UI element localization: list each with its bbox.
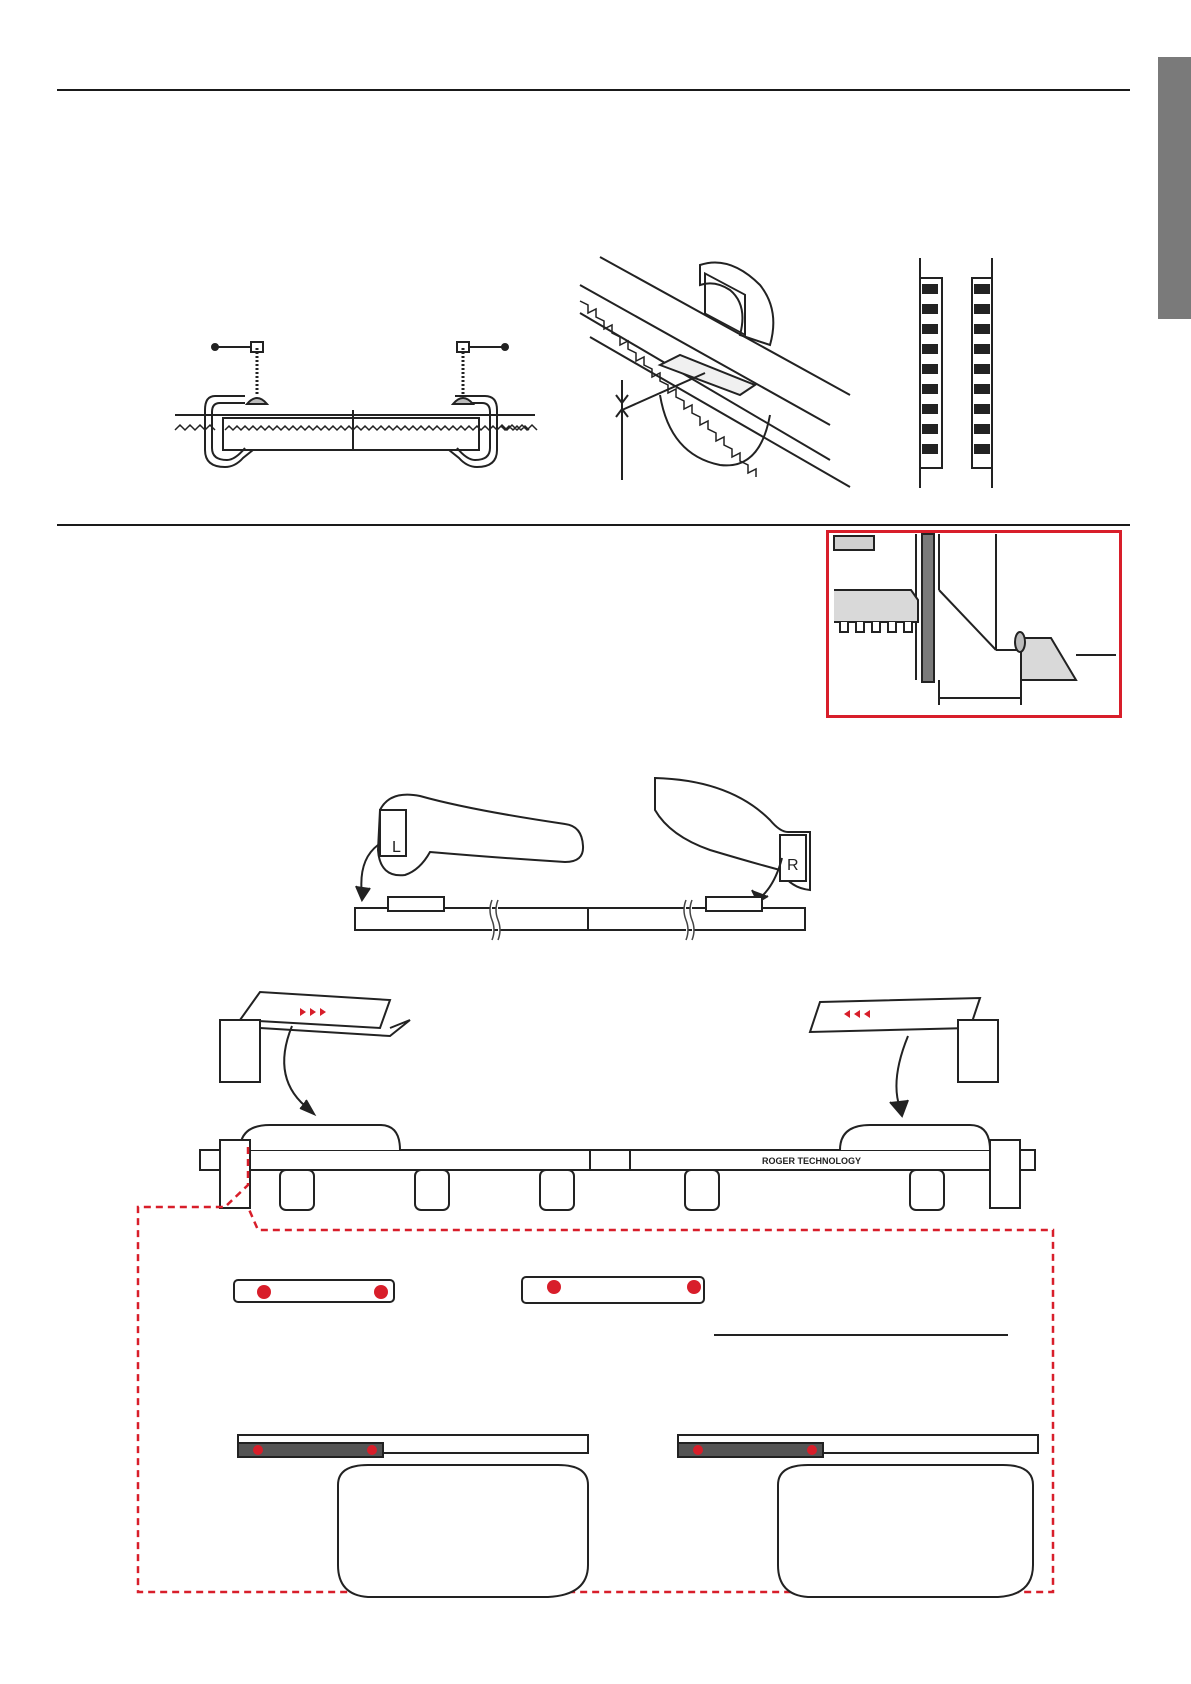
gate-stop-detail-figure: [826, 530, 1122, 718]
rack-brand-label: ROGER TECHNOLOGY: [762, 1156, 862, 1166]
section-divider-middle: [57, 524, 1130, 526]
section-tab: [1158, 57, 1191, 319]
limit-cam-handles-figure: [350, 770, 810, 945]
handle-right-label: R: [787, 857, 799, 874]
rack-pinion-clearance-figure: [580, 255, 860, 485]
handle-left-label: L: [392, 839, 401, 856]
section-divider-top: [57, 89, 1130, 91]
mounting-detail-figure: [138, 1165, 1058, 1615]
pinion-side-figure: [900, 258, 1020, 488]
rack-clamp-figure: [175, 330, 535, 480]
